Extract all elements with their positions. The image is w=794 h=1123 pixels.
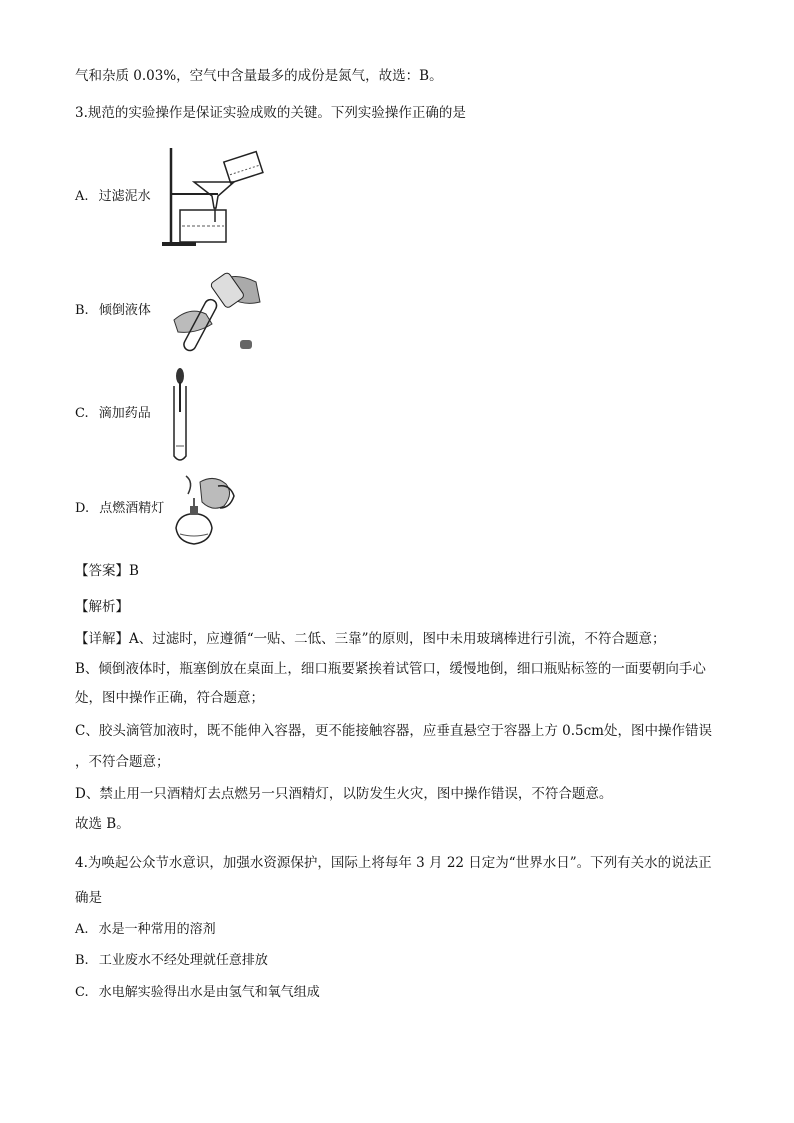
option-letter: D. — [75, 501, 90, 516]
q4-option-b — [75, 952, 268, 970]
detail-line-c2: ，不符合题意； — [75, 754, 170, 770]
answer-value: B — [129, 563, 139, 579]
option-text: 工业废水不经处理就任意排放 — [98, 953, 268, 968]
option-text: 点燃酒精灯 — [99, 501, 165, 516]
conclusion-line: 故选 B。 — [75, 816, 130, 832]
option-c — [75, 405, 151, 423]
option-b — [75, 302, 151, 320]
filtration-figure — [158, 142, 270, 250]
detail-heading: 【详解】 — [75, 631, 129, 647]
question-4-stem-line1: 4.为唤起公众节水意识，加强水资源保护，国际上将每年 3 月 22 日定为“世界水日”。下列有关水的说法正 — [75, 855, 712, 871]
detail-a-text: A、过滤时，应遵循“一贴、二低、三靠”的原则，图中未用玻璃棒进行引流，不符合题意； — [129, 631, 666, 647]
q4-option-c — [75, 984, 320, 1002]
analysis-heading: 【解析】 — [75, 599, 129, 615]
q4-option-a — [75, 921, 216, 939]
option-text: 过滤泥水 — [98, 189, 151, 204]
pouring-liquid-figure — [160, 262, 268, 356]
option-letter: A. — [75, 189, 89, 204]
alcohol-lamp-figure — [164, 472, 244, 552]
option-d — [75, 500, 164, 518]
question-3-stem: 3.规范的实验操作是保证实验成败的关键。下列实验操作正确的是 — [75, 105, 466, 121]
line-air-composition: 气和杂质 0.03%，空气中含量最多的成份是氮气，故选：B。 — [75, 68, 443, 84]
question-4-stem-line2: 确是 — [75, 890, 102, 906]
answer-label: 【答案】 — [75, 563, 129, 579]
detail-line-c1: C、胶头滴管加液时，既不能伸入容器，更不能接触容器，应垂直悬空于容器上方 0.5cm处，图中操作错误 — [75, 723, 712, 739]
option-letter: C. — [75, 985, 89, 1000]
option-letter: B. — [75, 953, 89, 968]
detail-line-b2: 处，图中操作正确，符合题意； — [75, 690, 264, 706]
option-text: 水电解实验得出水是由氢气和氧气组成 — [98, 985, 320, 1000]
option-text: 倾倒液体 — [98, 303, 151, 318]
option-text: 滴加药品 — [98, 406, 151, 421]
option-text: 水是一种常用的溶剂 — [98, 922, 216, 937]
option-letter: C. — [75, 406, 89, 421]
option-a — [75, 188, 151, 206]
detail-line-b1: B、倾倒液体时，瓶塞倒放在桌面上，细口瓶要紧挨着试管口，缓慢地倒，细口瓶贴标签的一面要朝向手心 — [75, 661, 706, 677]
detail-line-a — [75, 630, 666, 648]
option-letter: B. — [75, 303, 89, 318]
answer-line — [75, 562, 139, 580]
option-letter: A. — [75, 922, 89, 937]
detail-line-d: D、禁止用一只酒精灯去点燃另一只酒精灯，以防发生火灾，图中操作错误，不符合题意。 — [75, 786, 613, 802]
dropper-figure — [166, 366, 196, 466]
